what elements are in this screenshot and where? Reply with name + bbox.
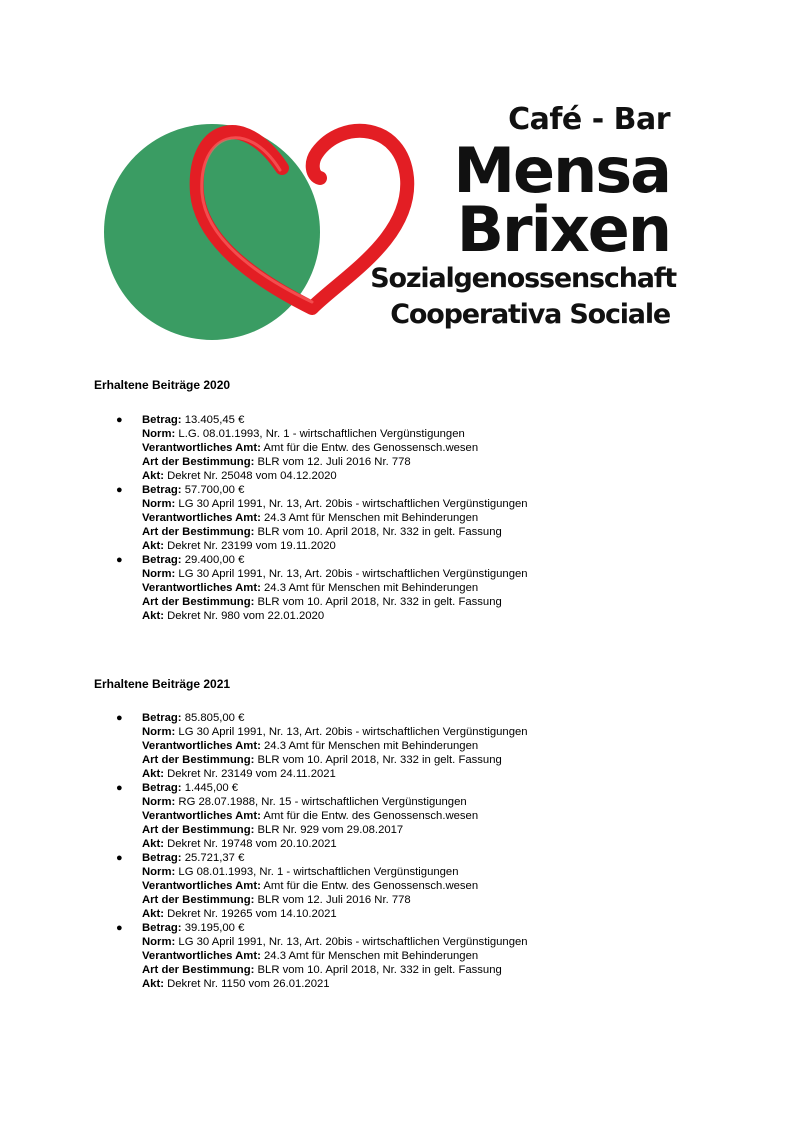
norm-value: L.G. 08.01.1993, Nr. 1 - wirtschaftlichen Vergünstigungen xyxy=(178,428,465,440)
logo-sozialgenossenschaft: Sozialgenossenschaft xyxy=(370,263,676,294)
amt-value: Amt für die Entw. des Genossensch.wesen xyxy=(263,442,479,454)
betrag-value: 85.805,00 € xyxy=(184,712,245,724)
logo-cooperativa-sociale: Cooperativa Sociale xyxy=(390,299,670,330)
entries-list-2021 xyxy=(116,711,528,991)
amt-value: 24.3 Amt für Menschen mit Behinderungen xyxy=(264,740,479,752)
list-item: ● Betrag: 13.405,45 € Norm: L.G. 08.01.1993, Nr. 1 - wirtschaftlichen Vergünstigungen Verantwortliches Amt: Amt für die Entw. des Genossensch.wesen Art der Bestimmung: BLR vom 12. Juli 2016 Nr. 778 Akt: Dekret Nr. 25048 vom 04.12.2020 xyxy=(116,414,479,482)
logo-brixen: Brixen xyxy=(456,193,670,266)
art-value: BLR vom 10. April 2018, Nr. 332 in gelt. Fassung xyxy=(257,596,502,608)
akt-value: Dekret Nr. 19748 vom 20.10.2021 xyxy=(167,838,337,850)
norm-value: LG 30 April 1991, Nr. 13, Art. 20bis - wirtschaftlichen Vergünstigungen xyxy=(178,726,528,738)
akt-value: Dekret Nr. 980 vom 22.01.2020 xyxy=(167,610,325,622)
list-item: ● Betrag: 25.721,37 € Norm: LG 08.01.1993, Nr. 1 - wirtschaftlichen Vergünstigungen Verantwortliches Amt: Amt für die Entw. des Genossensch.wesen Art der Bestimmung: BLR vom 12. Juli 2016 Nr. 778 Akt: Dekret Nr. 19265 vom 14.10.2021 xyxy=(116,852,479,920)
art-value: BLR vom 12. Juli 2016 Nr. 778 xyxy=(257,456,411,468)
art-value: BLR vom 10. April 2018, Nr. 332 in gelt. Fassung xyxy=(257,754,502,766)
amt-value: 24.3 Amt für Menschen mit Behinderungen xyxy=(264,582,479,594)
betrag-value: 25.721,37 € xyxy=(184,852,245,864)
bullet-icon: ● xyxy=(116,782,123,794)
amt-value: 24.3 Amt für Menschen mit Behinderungen xyxy=(264,950,479,962)
norm-value: LG 30 April 1991, Nr. 13, Art. 20bis - wirtschaftlichen Vergünstigungen xyxy=(178,498,528,510)
amt-value: 24.3 Amt für Menschen mit Behinderungen xyxy=(264,512,479,524)
logo xyxy=(96,98,676,348)
section-heading-2020: Erhaltene Beiträge 2020 xyxy=(94,378,231,392)
akt-value: Dekret Nr. 19265 vom 14.10.2021 xyxy=(167,908,337,920)
list-item: ● Betrag: 1.445,00 € Norm: RG 28.07.1988, Nr. 15 - wirtschaftlichen Vergünstigungen Verantwortliches Amt: Amt für die Entw. des Genossensch.wesen Art der Bestimmung: BLR Nr. 929 vom 29.08.2017 Akt: Dekret Nr. 19748 vom 20.10.2021 xyxy=(116,782,479,850)
entries-list-2020 xyxy=(116,413,528,623)
betrag-value: 13.405,45 € xyxy=(184,414,245,426)
norm-value: LG 30 April 1991, Nr. 13, Art. 20bis - wirtschaftlichen Vergünstigungen xyxy=(178,936,528,948)
betrag-value: 57.700,00 € xyxy=(184,484,245,496)
amt-value: Amt für die Entw. des Genossensch.wesen xyxy=(263,880,479,892)
akt-value: Dekret Nr. 23149 vom 24.11.2021 xyxy=(167,768,336,780)
art-value: BLR vom 10. April 2018, Nr. 332 in gelt. Fassung xyxy=(257,964,502,976)
akt-value: Dekret Nr. 25048 vom 04.12.2020 xyxy=(167,470,337,482)
bullet-icon: ● xyxy=(116,484,123,496)
list-item: ● Betrag: 29.400,00 € Norm: LG 30 April 1991, Nr. 13, Art. 20bis - wirtschaftlichen Vergünstigungen Verantwortliches Amt: 24.3 Amt für Menschen mit Behinderungen Art der Bestimmung: BLR vom 10. April 2018, Nr. 332 in gelt. Fassung Akt: Dekret Nr. 980 vom 22.01.2020 xyxy=(116,554,528,622)
section-heading-2021: Erhaltene Beiträge 2021 xyxy=(94,677,231,691)
norm-value: LG 30 April 1991, Nr. 13, Art. 20bis - wirtschaftlichen Vergünstigungen xyxy=(178,568,528,580)
akt-value: Dekret Nr. 23199 vom 19.11.2020 xyxy=(167,540,336,552)
bullet-icon: ● xyxy=(116,712,123,724)
betrag-value: 1.445,00 € xyxy=(184,782,239,794)
bullet-icon: ● xyxy=(116,852,123,864)
amt-value: Amt für die Entw. des Genossensch.wesen xyxy=(263,810,479,822)
logo-mensa: Mensa xyxy=(453,134,670,207)
art-value: BLR Nr. 929 vom 29.08.2017 xyxy=(257,824,404,836)
betrag-value: 29.400,00 € xyxy=(184,554,245,566)
bullet-icon: ● xyxy=(116,414,123,426)
bullet-icon: ● xyxy=(116,922,123,934)
norm-value: LG 08.01.1993, Nr. 1 - wirtschaftlichen Vergünstigungen xyxy=(178,866,459,878)
logo-cafe-bar: Café - Bar xyxy=(508,102,670,137)
list-item: ● Betrag: 39.195,00 € Norm: LG 30 April 1991, Nr. 13, Art. 20bis - wirtschaftlichen Vergünstigungen Verantwortliches Amt: 24.3 Amt für Menschen mit Behinderungen Art der Bestimmung: BLR vom 10. April 2018, Nr. 332 in gelt. Fassung Akt: Dekret Nr. 1150 vom 26.01.2021 xyxy=(116,922,528,990)
betrag-value: 39.195,00 € xyxy=(184,922,245,934)
list-item: ● Betrag: 85.805,00 € Norm: LG 30 April 1991, Nr. 13, Art. 20bis - wirtschaftlichen Vergünstigungen Verantwortliches Amt: 24.3 Amt für Menschen mit Behinderungen Art der Bestimmung: BLR vom 10. April 2018, Nr. 332 in gelt. Fassung Akt: Dekret Nr. 23149 vom 24.11.2021 xyxy=(116,712,528,780)
logo-wordmark xyxy=(364,98,676,332)
list-item: ● Betrag: 57.700,00 € Norm: LG 30 April 1991, Nr. 13, Art. 20bis - wirtschaftlichen Vergünstigungen Verantwortliches Amt: 24.3 Amt für Menschen mit Behinderungen Art der Bestimmung: BLR vom 10. April 2018, Nr. 332 in gelt. Fassung Akt: Dekret Nr. 23199 vom 19.11.2020 xyxy=(116,484,528,552)
bullet-icon: ● xyxy=(116,554,123,566)
akt-value: Dekret Nr. 1150 vom 26.01.2021 xyxy=(167,978,330,990)
art-value: BLR vom 12. Juli 2016 Nr. 778 xyxy=(257,894,411,906)
art-value: BLR vom 10. April 2018, Nr. 332 in gelt. Fassung xyxy=(257,526,502,538)
norm-value: RG 28.07.1988, Nr. 15 - wirtschaftlichen Vergünstigungen xyxy=(178,796,467,808)
